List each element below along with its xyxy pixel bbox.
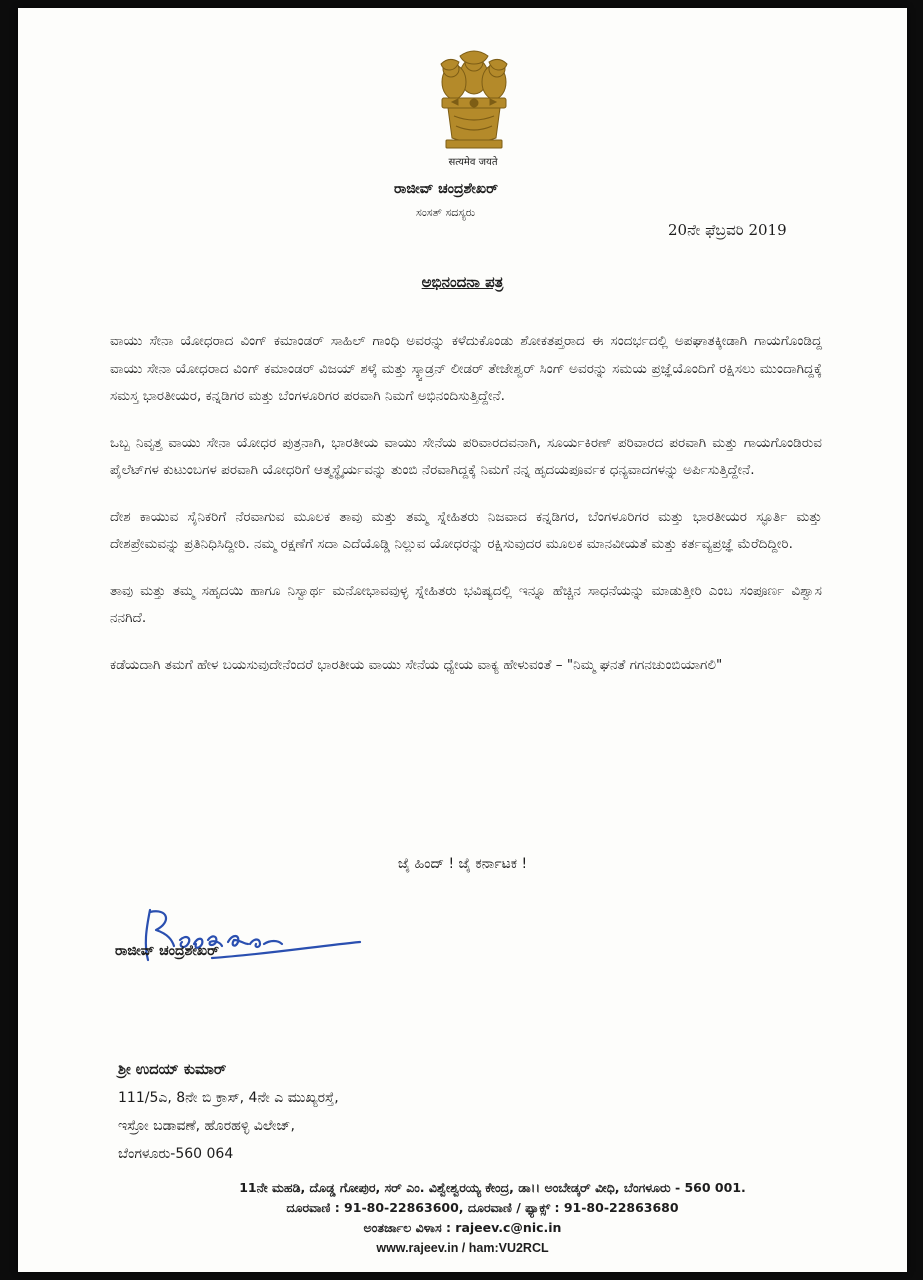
- national-emblem-icon: [424, 42, 524, 162]
- letter-heading: [18, 273, 907, 291]
- recipient-address-line: ಇಸ್ರೋ ಬಡಾವಣೆ, ಹೊರಹಳ್ಳಿ ವಿಲೇಜ್,: [118, 1118, 295, 1134]
- footer-address: 11ನೇ ಮಹಡಿ, ದೊಡ್ಡ ಗೋಪುರ, ಸರ್ ಎಂ. ವಿಶ್ವೇಶ್ವರಯ್ಯ ಕೇಂದ್ರ, ಡಾ।। ಅಂಬೇಡ್ಕರ್ ವೀಧಿ, ಬೆಂಗಳೂರು - 560 001.: [239, 1180, 746, 1195]
- closing-salutation: ಜೈ ಹಿಂದ್ ! ಜೈ ಕರ್ನಾಟಕ !: [397, 856, 528, 872]
- emblem-motto: सत्यमेव जयते: [448, 157, 498, 168]
- footer-email: ಅಂತರ್ಜಾಲ ವಿಳಾಸ : rajeev.c@nic.in: [363, 1220, 562, 1235]
- recipient-name: ಶ್ರೀ ಉದಯ್ ಕುಮಾರ್: [118, 1062, 227, 1078]
- handwritten-signature: [128, 900, 368, 980]
- letter-footer: [18, 1178, 907, 1258]
- body-paragraph: ಕಡೆಯದಾಗಿ ತಮಗೆ ಹೇಳ ಬಯಸುವುದೇನೆಂದರೆ ಭಾರತೀಯ ವಾಯು ಸೇನೆಯ ಧ್ಯೇಯ ವಾಕ್ಯ ಹೇಳುವಂತೆ – "ನಿಮ್ಮ ಘನತೆ ಗಗನಚುಂಬಿಯಾಗಲಿ": [110, 656, 723, 673]
- letter-page: [18, 8, 907, 1272]
- sender-name: ರಾಜೀವ್ ಚಂದ್ರಶೇಖರ್: [394, 181, 499, 197]
- signatory-name: ರಾಜೀವ್ ಚಂದ್ರಶೇಖರ್: [115, 943, 220, 959]
- letter-body: [110, 328, 822, 698]
- recipient-address-line: 111/5ಎ, 8ನೇ ಬಿ ಕ್ರಾಸ್, 4ನೇ ಎ ಮುಖ್ಯರಸ್ತೆ,: [118, 1090, 339, 1106]
- footer-website: www.rajeev.in / ham:VU2RCL: [376, 1241, 549, 1255]
- body-paragraph: ತಾವು ಮತ್ತು ತಮ್ಮ ಸಹೃದಯಿ ಹಾಗೂ ನಿಸ್ವಾರ್ಥ ಮನೋಭಾವವುಳ್ಳ ಸ್ನೇಹಿತರು ಭವಿಷ್ಯದಲ್ಲಿ ಇನ್ನೂ ಹೆಚ್ಚಿನ ಸಾಧನೆಯನ್ನು ಮಾಡುತ್ತೀರಿ ಎಂಬ ಸಂಪೂರ್ಣ ವಿಶ್ವಾಸ ನನಗಿದೆ.: [110, 582, 822, 626]
- sender-title: ಸಂಸತ್ ಸದಸ್ಯರು: [416, 206, 476, 219]
- body-paragraph: ಒಬ್ಬ ನಿವೃತ್ತ ವಾಯು ಸೇನಾ ಯೋಧರ ಪುತ್ರನಾಗಿ, ಭಾರತೀಯ ವಾಯು ಸೇನೆಯ ಪರಿವಾರದವನಾಗಿ, ಸೂರ್ಯಕಿರಣ್ ಪರಿವಾರದ ಪರವಾಗಿ ಮತ್ತು ಗಾಯಗೊಂಡಿರುವ ಪೈಲೆಟ್‌ಗಳ ಕುಟುಂಬಗಳ ಪರವಾಗಿ ಯೋಧರಿಗೆ ಆತ್ಮಸ್ಥೈರ್ಯವನ್ನು ತುಂಬಿ ನೆರವಾಗಿದ್ದಕ್ಕೆ ನಿಮಗೆ ನನ್ನ ಹೃದಯಪೂರ್ವಕ ಧನ್ಯವಾದಗಳನ್ನು ಅರ್ಪಿಸುತ್ತಿದ್ದೇನೆ.: [110, 434, 822, 478]
- recipient-block: [118, 1056, 339, 1168]
- letter-heading-text: ಅಭಿನಂದನಾ ಪತ್ರ: [421, 273, 504, 291]
- footer-phones: ದೂರವಾಣಿ : 91-80-22863600, ದೂರವಾಣಿ / ಫ್ಯಾಕ್ಸ್ : 91-80-22863680: [286, 1200, 679, 1215]
- body-paragraph: ವಾಯು ಸೇನಾ ಯೋಧರಾದ ವಿಂಗ್ ಕಮಾಂಡರ್ ಸಾಹಿಲ್ ಗಾಂಧಿ ಅವರನ್ನು ಕಳೆದುಕೊಂಡು ಶೋಕತಪ್ತರಾದ ಈ ಸಂದರ್ಭದಲ್ಲಿ ಅಪಘಾತಕ್ಕೀಡಾಗಿ ಗಾಯಗೊಂಡಿದ್ದ ವಾಯು ಸೇನಾ ಯೋಧರಾದ ವಿಂಗ್ ಕಮಾಂಡರ್ ವಿಜಯ್ ಶಳ್ಕೆ ಮತ್ತು ಸ್ಕ್ವಾಡ್ರನ್ ಲೀಡರ್ ತೇಜೇಶ್ವರ್ ಸಿಂಗ್ ಅವರನ್ನು ಸಮಯ ಪ್ರಜ್ಞೆಯೊಂದಿಗೆ ರಕ್ಷಿಸಲು ಮುಂದಾಗಿದ್ದಕ್ಕೆ ಸಮಸ್ತ ಭಾರತೀಯರ, ಕನ್ನಡಿಗರ ಮತ್ತು ಬೆಂಗಳೂರಿಗರ ಪರವಾಗಿ ನಿಮಗೆ ಅಭಿನಂದಿಸುತ್ತಿದ್ದೇನೆ.: [110, 333, 822, 404]
- body-paragraph: ದೇಶ ಕಾಯುವ ಸೈನಿಕರಿಗೆ ನೆರವಾಗುವ ಮೂಲಕ ತಾವು ಮತ್ತು ತಮ್ಮ ಸ್ನೇಹಿತರು ನಿಜವಾದ ಕನ್ನಡಿಗರ, ಬೆಂಗಳೂರಿಗರ ಮತ್ತು ಭಾರತೀಯರ ಸ್ಫೂರ್ತಿ ಮತ್ತು ದೇಶಪ್ರೇಮವನ್ನು ಪ್ರತಿನಿಧಿಸಿದ್ದೀರಿ. ನಮ್ಮ ರಕ್ಷಣೆಗೆ ಸದಾ ಎದೆಯೊಡ್ಡಿ ನಿಲ್ಲುವ ಯೋಧರನ್ನು ರಕ್ಷಿಸುವುದರ ಮೂಲಕ ಮಾನವೀಯತೆ ಮತ್ತು ಕರ್ತವ್ಯಪ್ರಜ್ಞೆ ಮೆರೆದಿದ್ದೀರಿ.: [110, 508, 822, 552]
- recipient-address-line: ಬೆಂಗಳೂರು-560 064: [118, 1146, 234, 1162]
- letter-date: 20ನೇ ಫೆಬ್ರವರಿ 2019: [668, 221, 787, 239]
